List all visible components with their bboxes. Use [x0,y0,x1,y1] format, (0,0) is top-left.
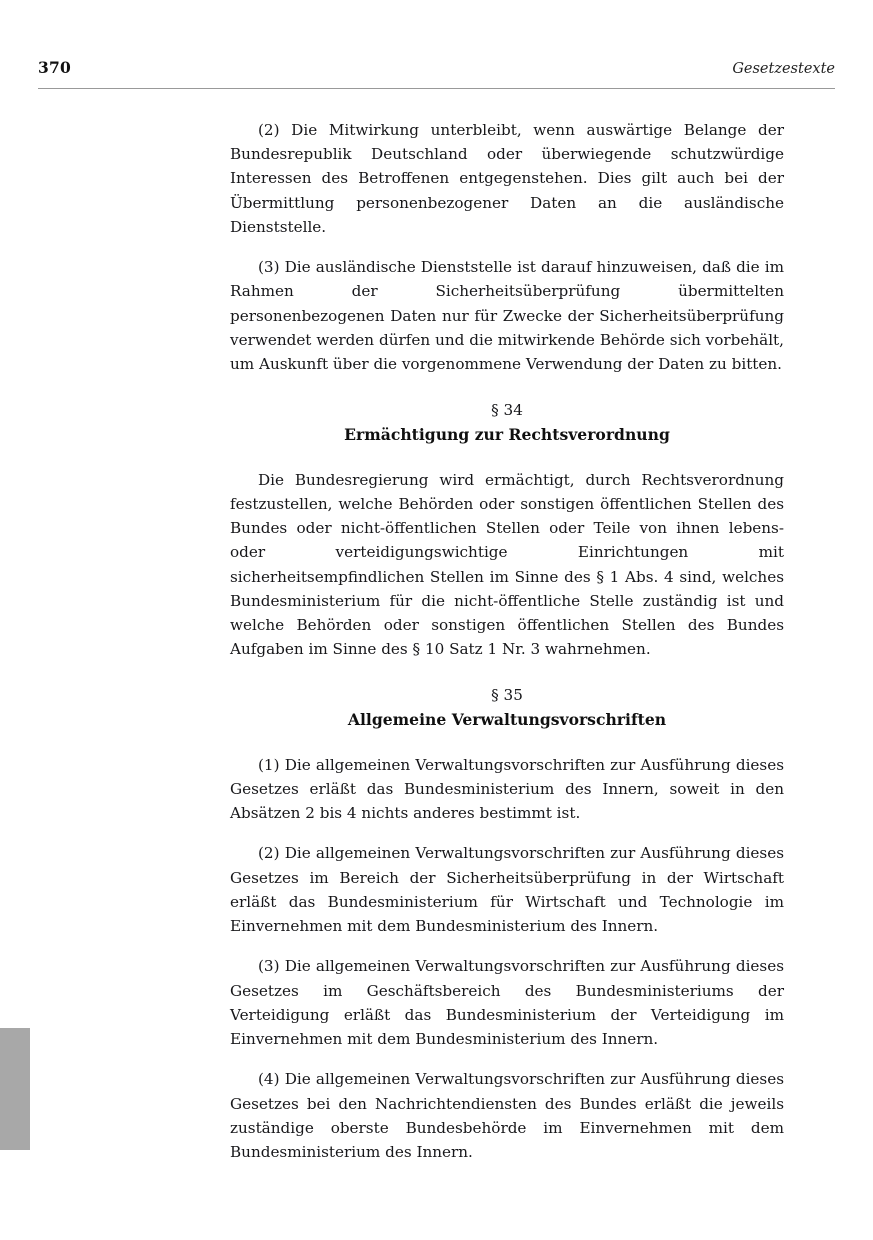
section-title-35: Allgemeine Verwaltungsvorschriften [347,709,667,729]
paragraph-2: (2) Die Mitwirkung unterbleibt, wenn auswärtige Belange der Bundesrepublik Deutschland oder überwiegende schutzwürdige Interessen des Betroffenen entgegenstehen. Dies gilt auch bei der Übermittlung personenbezogener Daten an die ausländische Dienststelle. [230,121,784,236]
section-number-34: § 34 [491,401,523,420]
paragraph-35-2: (2) Die allgemeinen Verwaltungsvorschriften zur Ausführung dieses Gesetzes im Bereich der Sicherheitsüberprüfung in der Wirtschaft erläßt das Bundesministerium für Wirtschaft und Technologie im Einvernehmen mit dem Bundesministerium des Innern. [230,844,784,936]
paragraph-34-1: Die Bundesregierung wird ermächtigt, durch Rechtsverordnung festzustellen, welche Behörden oder sonstigen öffentlichen Stellen des Bundes oder nicht-öffentlichen Stellen oder Teile von ihnen lebens- oder verteidigungswichtige Einrichtungen mit sicherheitsempfindlichen Stellen im Sinne des § 1 Abs. 4 sind, welches Bundesministerium für die nicht-öffentliche Stelle zuständig ist und welche Behörden oder sonstigen öffentlichen Stellen des Bundes Aufgaben im Sinne des § 10 Satz 1 Nr. 3 wahrnehmen. [230,470,784,659]
section-number-35: § 35 [491,686,523,705]
paragraph-35-3: (3) Die allgemeinen Verwaltungsvorschriften zur Ausführung dieses Gesetzes im Geschäftsbereich des Bundesministeriums der Verteidigung erläßt das Bundesministerium der Verteidigung im Einvernehmen mit dem Bundesministerium des Innern. [230,957,784,1049]
page-header [38,58,835,77]
page-thumb-index-tab [0,1028,30,1150]
paragraph-3: (3) Die ausländische Dienststelle ist darauf hinzuweisen, daß die im Rahmen der Sicherheitsüberprüfung übermittelten personenbezogenen Daten nur für Zwecke der Sicherheitsüberprüfung verwendet werden dürfen und die mitwirkende Behörde sich vorbehält, um Auskunft über die vorgenommene Verwendung der Daten zu bitten. [230,258,784,374]
page-number: 370 [38,58,71,77]
header-divider [38,88,835,89]
section-heading-34 [230,398,784,447]
section-title-34: Ermächtigung zur Rechtsverordnung [344,424,670,444]
paragraph-35-1: (1) Die allgemeinen Verwaltungsvorschriften zur Ausführung dieses Gesetzes erläßt das Bundesministerium des Innern, soweit in den Absätzen 2 bis 4 nichts anderes bestimmt ist. [230,755,784,823]
section-heading-35 [230,683,784,732]
running-head-title: Gesetzestexte [732,61,835,77]
text-column [230,118,784,1164]
paragraph-35-4: (4) Die allgemeinen Verwaltungsvorschriften zur Ausführung dieses Gesetzes bei den Nachrichtendiensten des Bundes erläßt die jeweils zuständige oberste Bundesbehörde im Einvernehmen mit dem Bundesministerium des Innern. [230,1070,784,1161]
